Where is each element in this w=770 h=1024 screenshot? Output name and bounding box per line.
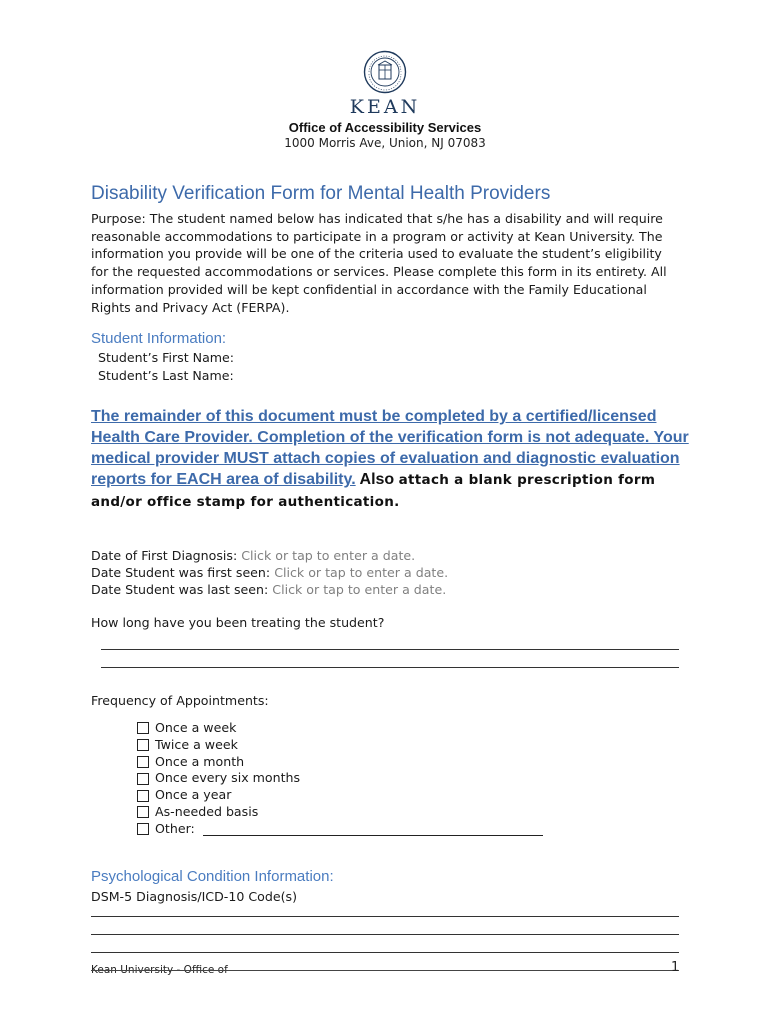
student-info-heading: Student Information:: [91, 330, 227, 347]
option-label: Once every six months: [155, 770, 301, 786]
notice-also: Also: [359, 471, 395, 488]
kean-logo: [0, 50, 770, 118]
last-seen-date-row: [91, 582, 446, 597]
frequency-question: Frequency of Appointments:: [91, 693, 269, 708]
psych-condition-heading: Psychological Condition Information:: [91, 868, 334, 885]
office-address: 1000 Morris Ave, Union, NJ 07083: [284, 136, 486, 150]
diagnosis-answer-line-3[interactable]: [91, 952, 679, 953]
purpose-paragraph: Purpose: The student named below has indicated that s/he has a disability and will require reasonable accommodations to participate in a program or activity at Kean University. The information you provide will be one of the criteria used to evaluate the student’s eligibility for the requested accommodations or services. Please complete this form in its entirety. All information provided will be kept confidential in accordance with the Family Educational Rights and Privacy Act (FERPA).: [91, 211, 667, 315]
first-diagnosis-label: Date of First Diagnosis:: [91, 548, 238, 563]
first-diagnosis-date-picker[interactable]: Click or tap to enter a date.: [241, 548, 416, 563]
checkbox-icon[interactable]: [137, 790, 149, 802]
checkbox-icon[interactable]: [137, 773, 149, 785]
checkbox-icon[interactable]: [137, 722, 149, 734]
provider-notice: [91, 406, 701, 513]
first-seen-label: Date Student was first seen:: [91, 565, 271, 580]
option-label: As-needed basis: [155, 803, 259, 819]
option-label: Once a month: [155, 753, 245, 769]
diagnosis-codes-label: DSM-5 Diagnosis/ICD-10 Code(s): [91, 889, 297, 904]
checkbox-icon[interactable]: [137, 806, 149, 818]
treating-duration-question: How long have you been treating the student?: [91, 615, 385, 630]
notice-rest: attach a blank prescription form and/or office stamp for authentication.: [91, 472, 656, 510]
frequency-option-once-a-year[interactable]: [137, 787, 543, 804]
frequency-option-other[interactable]: [137, 821, 543, 838]
other-text-line[interactable]: [203, 823, 543, 836]
frequency-option-once-a-month[interactable]: [137, 754, 543, 771]
diagnosis-answer-line-1[interactable]: [91, 916, 679, 917]
first-seen-date-picker[interactable]: Click or tap to enter a date.: [274, 565, 449, 580]
option-label: Once a week: [155, 720, 237, 735]
office-name: Office of Accessibility Services: [288, 120, 482, 135]
university-seal-icon: [363, 50, 407, 94]
provider-notice-link[interactable]: The remainder of this document must be completed by a certified/licensed Health Care Provider. Completion of the verification form is not adequate. Your medical provider MUST attach copies of evaluation and diagnostic evaluation reports for EACH area of disability.: [91, 408, 689, 488]
treating-answer-line-1[interactable]: [101, 649, 679, 650]
last-name-field[interactable]: Student’s Last Name:: [98, 368, 234, 383]
last-seen-label: Date Student was last seen:: [91, 582, 269, 597]
page-number: 1: [671, 960, 680, 975]
checkbox-icon[interactable]: [137, 823, 149, 835]
footer-divider: [91, 970, 679, 971]
frequency-options: [137, 720, 543, 838]
first-name-field[interactable]: Student’s First Name:: [98, 350, 235, 365]
frequency-option-once-a-week[interactable]: [137, 720, 543, 737]
checkbox-icon[interactable]: [137, 739, 149, 751]
first-diagnosis-date-row: [91, 548, 415, 563]
first-seen-date-row: [91, 565, 448, 580]
logo-wordmark: KEAN: [349, 96, 421, 118]
treating-answer-line-2[interactable]: [101, 667, 679, 668]
frequency-option-as-needed[interactable]: [137, 804, 543, 821]
footer-text: Kean University - Office of: [91, 964, 228, 976]
option-label: Twice a week: [155, 736, 238, 752]
option-label: Other:: [155, 820, 195, 836]
form-title: Disability Verification Form for Mental Health Providers: [91, 183, 551, 204]
last-seen-date-picker[interactable]: Click or tap to enter a date.: [272, 582, 447, 597]
option-label: Once a year: [155, 787, 232, 803]
frequency-option-once-every-six-months[interactable]: [137, 770, 543, 787]
diagnosis-answer-line-2[interactable]: [91, 934, 679, 935]
checkbox-icon[interactable]: [137, 756, 149, 768]
frequency-option-twice-a-week[interactable]: [137, 737, 543, 754]
